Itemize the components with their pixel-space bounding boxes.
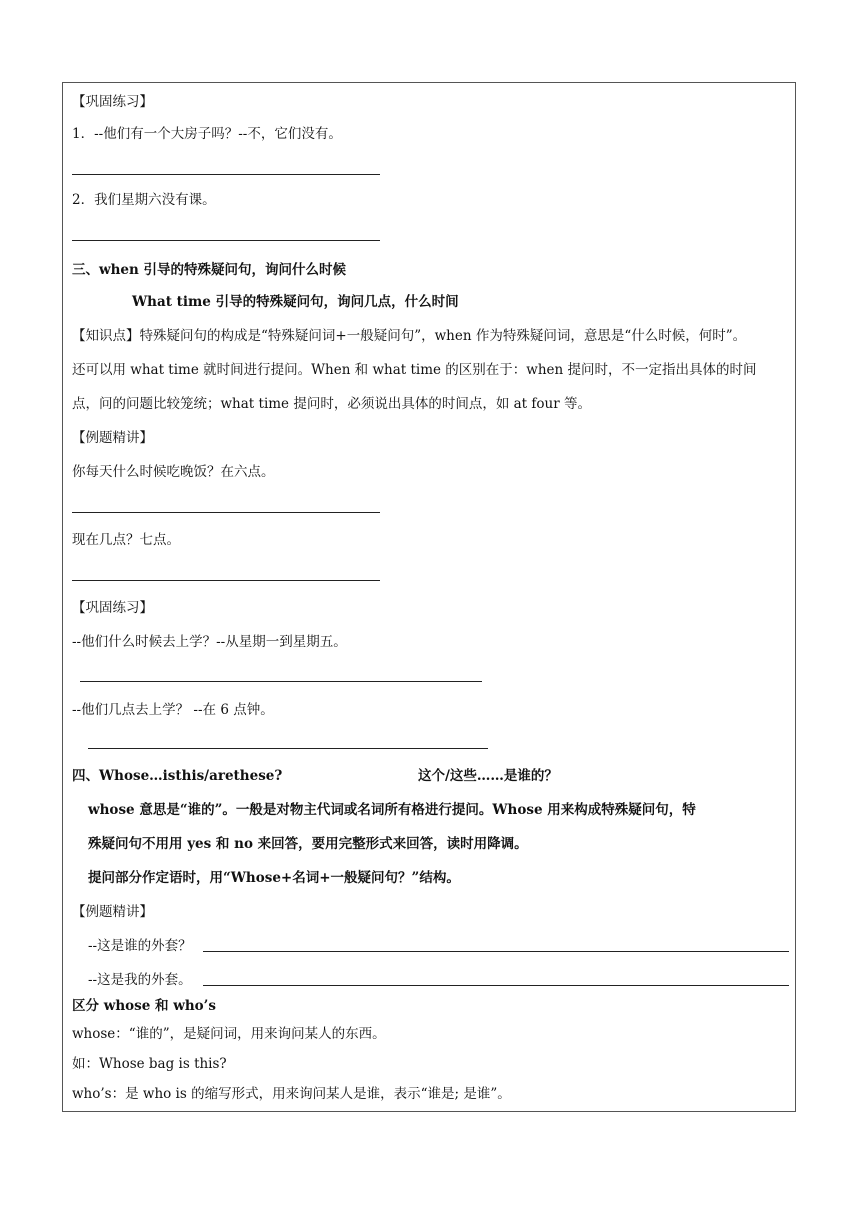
practice-question-1: 1．--他们有一个大房子吗？--不，它们没有。 xyxy=(72,126,342,142)
section-4-explanation-line-2: 殊疑问句不用用 yes 和 no 来回答，要用完整形式来回答，读时用降调。 xyxy=(88,836,528,852)
knowledge-point-line-3: 点，问的问题比较笼统；what time 提问时，必须说出具体的时间点，如 at four 等。 xyxy=(72,396,591,412)
answer-line xyxy=(80,681,482,682)
answer-line xyxy=(72,580,380,581)
answer-line xyxy=(88,748,488,749)
whos-definition: who’s：是 who is 的缩写形式，用来询问某人是谁，表示“谁是; 是谁”。 xyxy=(72,1086,511,1102)
section-4-title-translation: 这个/这些……是谁的？ xyxy=(418,768,558,784)
answer-line xyxy=(203,985,789,986)
section-4-explanation-line-1: whose 意思是“谁的”。一般是对物主代词或名词所有格进行提问。Whose 用来构成特殊疑问句，特 xyxy=(88,802,696,818)
whose-example-question: --这是谁的外套？ xyxy=(88,938,192,954)
section-4-title: 四、Whose…isthis/arethese? xyxy=(72,768,283,784)
knowledge-point-line-2: 还可以用 what time 就时间进行提问。When 和 what time 的区别在于：when 提问时，不一定指出具体的时间 xyxy=(72,362,757,378)
whose-example: 如：Whose bag is this? xyxy=(72,1056,227,1072)
answer-line xyxy=(72,512,380,513)
section-heading-examples: 【例题精讲】 xyxy=(72,904,153,920)
example-sentence-2: 现在几点？七点。 xyxy=(72,532,180,548)
section-heading-consolidate: 【巩固练习】 xyxy=(72,600,153,616)
whose-definition: whose：“谁的”，是疑问词，用来询问某人的东西。 xyxy=(72,1026,386,1042)
answer-line xyxy=(72,240,380,241)
example-sentence-1: 你每天什么时候吃晚饭？在六点。 xyxy=(72,464,275,480)
whose-example-answer: --这是我的外套。 xyxy=(88,972,192,988)
section-heading-examples: 【例题精讲】 xyxy=(72,430,153,446)
section-4-explanation-line-3: 提问部分作定语时，用“Whose+名词+一般疑问句？”结构。 xyxy=(88,870,460,886)
section-3-subtitle: What time 引导的特殊疑问句，询问几点，什么时间 xyxy=(132,294,459,310)
distinguish-title: 区分 whose 和 who’s xyxy=(72,998,216,1014)
answer-line xyxy=(72,174,380,175)
practice-sentence-2: --他们几点去上学？ --在 6 点钟。 xyxy=(72,702,274,718)
section-3-title: 三、when 引导的特殊疑问句，询问什么时候 xyxy=(72,262,347,278)
practice-sentence-1: --他们什么时候去上学？--从星期一到星期五。 xyxy=(72,634,347,650)
content-frame xyxy=(62,82,796,1112)
knowledge-point-line-1: 【知识点】特殊疑问句的构成是“特殊疑问词+一般疑问句”，when 作为特殊疑问词，意思是“什么时候，何时”。 xyxy=(72,328,747,344)
practice-question-2: 2．我们星期六没有课。 xyxy=(72,192,216,208)
answer-line xyxy=(203,951,789,952)
section-heading-consolidate: 【巩固练习】 xyxy=(72,94,153,110)
